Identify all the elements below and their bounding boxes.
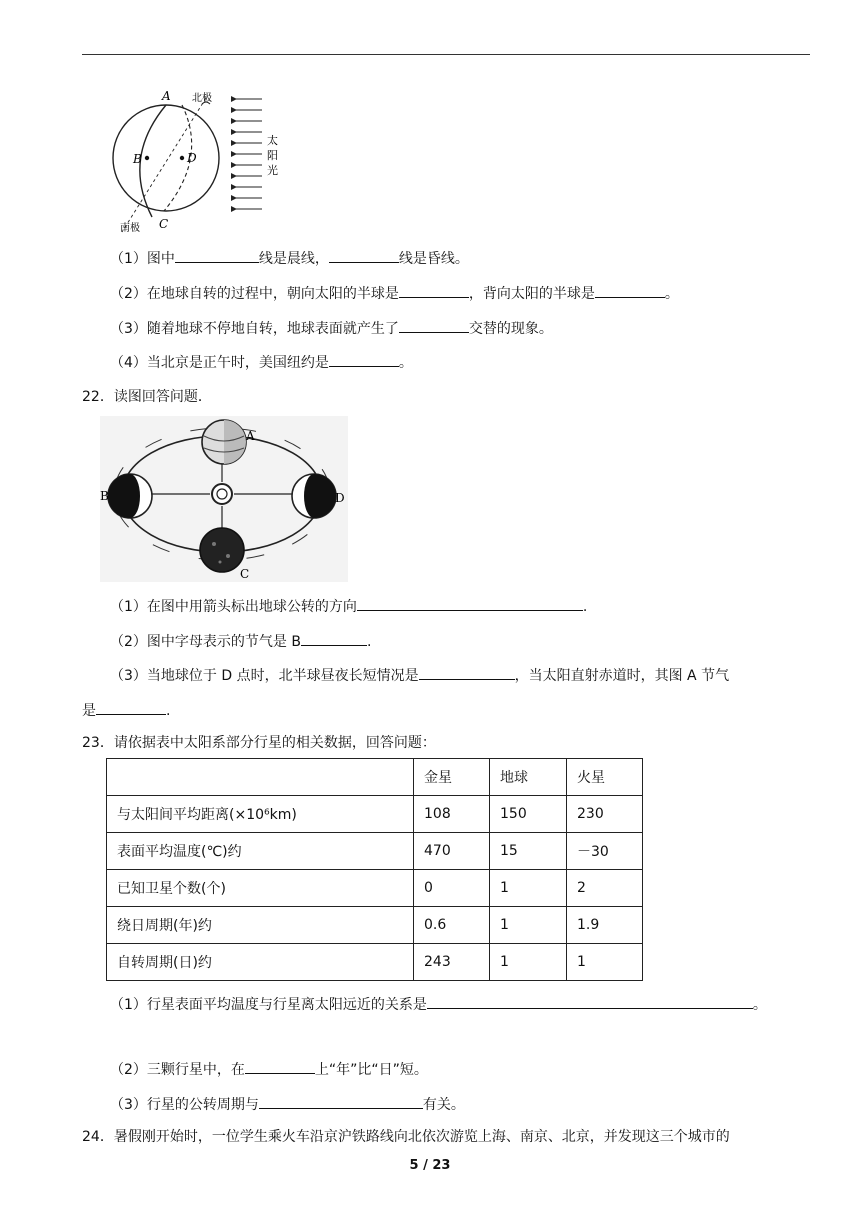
answer-blank[interactable] xyxy=(259,1094,423,1109)
table-row xyxy=(107,870,643,907)
table-cell: 108 xyxy=(414,796,490,833)
table-cell: 绕日周期(年)约 xyxy=(107,907,414,944)
table-cell: 150 xyxy=(490,796,567,833)
table-header-row xyxy=(107,759,643,796)
answer-blank[interactable] xyxy=(399,283,469,298)
table-cell: 0 xyxy=(414,870,490,907)
table-cell xyxy=(107,759,414,796)
q22-line-3: （3）当地球位于 D 点时，北半球昼夜长短情况是 ，当太阳直射赤道时，其图 A 节气 xyxy=(110,665,729,685)
table-cell: 地球 xyxy=(490,759,567,796)
table-cell: 表面平均温度(℃)约 xyxy=(107,833,414,870)
table-cell: 1 xyxy=(490,907,567,944)
page-number: 5 / 23 xyxy=(409,1158,451,1173)
label-b: B xyxy=(133,152,142,166)
table-cell: 火星 xyxy=(567,759,643,796)
q22-line-4: 是 . xyxy=(82,700,170,720)
answer-blank[interactable] xyxy=(419,665,515,680)
sun-label-char: 太 xyxy=(267,134,278,147)
q23-title: 23．请依据表中太阳系部分行星的相关数据，回答问题： xyxy=(82,735,436,751)
answer-blank[interactable] xyxy=(175,248,259,263)
table-row xyxy=(107,907,643,944)
table-cell: 15 xyxy=(490,833,567,870)
answer-blank[interactable] xyxy=(301,631,367,646)
table-cell: 470 xyxy=(414,833,490,870)
q22-line-2: （2）图中字母表示的节气是 B . xyxy=(110,631,371,651)
q24-title: 24．暑假刚开始时，一位学生乘火车沿京沪铁路线向北依次游览上海、南京、北京，并发现这三个城市的 xyxy=(82,1129,730,1145)
earth-terminator-figure xyxy=(100,88,280,236)
table-cell: 金星 xyxy=(414,759,490,796)
sun-label-char: 光 xyxy=(267,164,278,177)
q23-line-2: （2）三颗行星中，在 上“年”比“日”短。 xyxy=(110,1059,428,1079)
header-rule xyxy=(82,54,810,55)
answer-blank[interactable] xyxy=(329,248,399,263)
q21-line-2: （2）在地球自转的过程中，朝向太阳的半球是 ，背向太阳的半球是 。 xyxy=(110,283,679,303)
q23-line-1: （1）行星表面平均温度与行星离太阳远近的关系是 。 xyxy=(110,994,767,1014)
table-cell: 2 xyxy=(567,870,643,907)
answer-blank[interactable] xyxy=(96,700,166,715)
orbit-label-d: D xyxy=(335,491,345,505)
q22-line-1: （1）在图中用箭头标出地球公转的方向 . xyxy=(110,596,587,616)
answer-blank[interactable] xyxy=(245,1059,315,1074)
table-row xyxy=(107,833,643,870)
answer-blank[interactable] xyxy=(329,352,399,367)
earth-orbit-figure xyxy=(100,416,348,582)
table-cell: 1.9 xyxy=(567,907,643,944)
table-cell: 1 xyxy=(490,944,567,981)
orbit-label-a: A xyxy=(246,429,255,443)
table-cell: 1 xyxy=(567,944,643,981)
table-row xyxy=(107,944,643,981)
answer-blank[interactable] xyxy=(427,994,753,1009)
q22-title: 22．读图回答问题． xyxy=(82,389,212,405)
label-d: D xyxy=(187,151,197,165)
table-cell: 243 xyxy=(414,944,490,981)
orbit-label-c: C xyxy=(240,567,250,581)
q23-line-3: （3）行星的公转周期与 有关。 xyxy=(110,1094,465,1114)
table-cell: 与太阳间平均距离(×10⁶km) xyxy=(107,796,414,833)
sun-label-char: 阳 xyxy=(267,149,278,162)
label-north-pole: 北极 xyxy=(192,93,212,104)
orbit-label-b: B xyxy=(100,489,109,503)
planet-data-table xyxy=(106,758,643,981)
table-cell: 0.6 xyxy=(414,907,490,944)
q21-line-4: （4）当北京是正午时，美国纽约是 。 xyxy=(110,352,413,372)
table-cell: 已知卫星个数(个) xyxy=(107,870,414,907)
label-a: A xyxy=(162,89,171,103)
label-south-pole: 南极 xyxy=(120,223,140,234)
answer-blank[interactable] xyxy=(357,596,583,611)
answer-blank[interactable] xyxy=(595,283,665,298)
label-c: C xyxy=(159,217,169,231)
table-cell: 1 xyxy=(490,870,567,907)
q21-line-1: （1）图中 线是晨线， 线是昏线。 xyxy=(110,248,469,268)
table-row xyxy=(107,796,643,833)
table-cell: 自转周期(日)约 xyxy=(107,944,414,981)
table-cell: －30 xyxy=(567,833,643,870)
table-cell: 230 xyxy=(567,796,643,833)
answer-blank[interactable] xyxy=(399,318,469,333)
q21-line-3: （3）随着地球不停地自转，地球表面就产生了 交替的现象。 xyxy=(110,318,553,338)
